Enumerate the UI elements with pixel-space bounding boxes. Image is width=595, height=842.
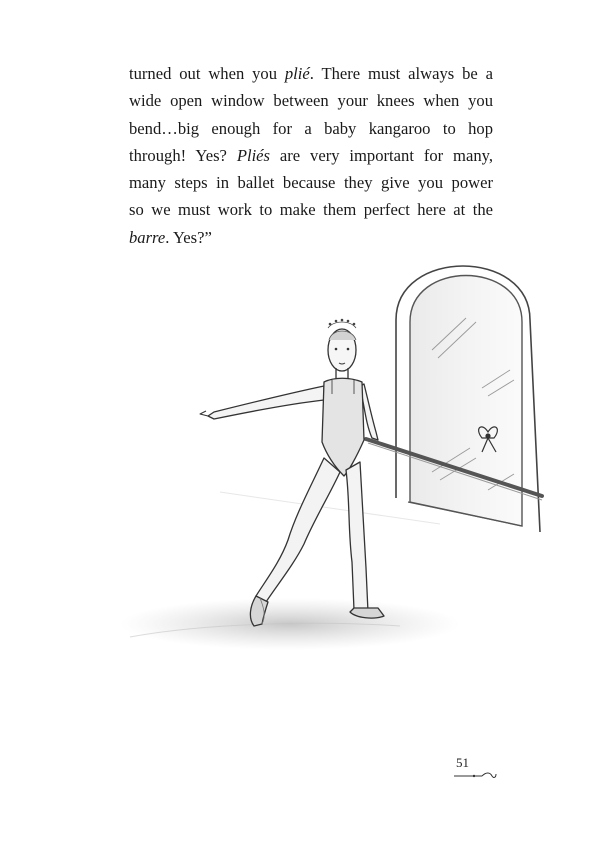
- text-line: wide open window between your knees when you: [129, 91, 493, 111]
- floor-shading: [120, 492, 460, 650]
- body-text: [129, 60, 493, 251]
- text-line: many steps in ballet because they give you power: [129, 173, 493, 193]
- flourish-ornament: [452, 768, 498, 780]
- page-number: 51: [456, 755, 469, 770]
- text-line: through! Yes? Pliés are very important for many,: [129, 145, 493, 165]
- ballerina-illustration: [110, 262, 550, 667]
- text-line: bend…big enough for a baby kangaroo to hop: [129, 118, 493, 138]
- text-line: so we must work to make them perfect here at the: [129, 200, 493, 220]
- text-line: turned out when you plié. There must always be a: [129, 64, 493, 83]
- text-line: barre. Yes?”: [129, 227, 212, 247]
- ballet-dancer-figure: [200, 319, 384, 626]
